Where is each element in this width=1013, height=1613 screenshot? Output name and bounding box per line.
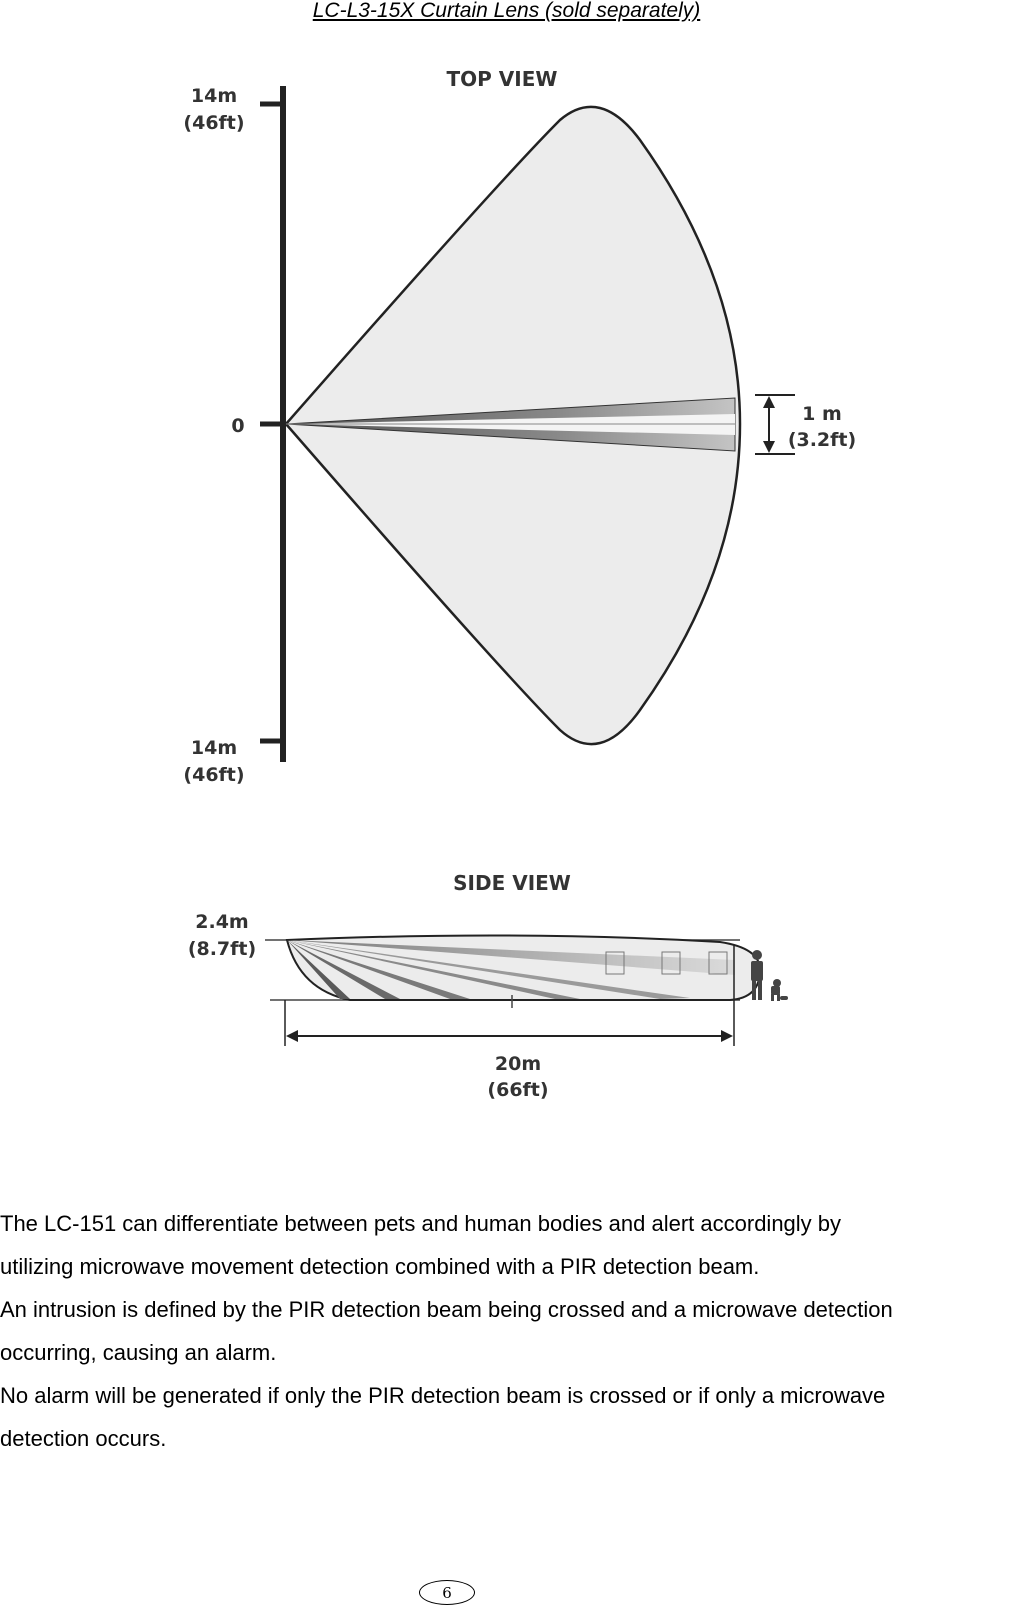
- side-view: [188, 871, 788, 1101]
- side-view-height-label-ft: (8.7ft): [187, 938, 257, 960]
- top-view-top-label-m: 14m: [190, 85, 238, 107]
- description-line-3: An intrusion is defined by the PIR detection beam being crossed and a microwave detection: [0, 1297, 893, 1322]
- side-view-height-label-m: 2.4m: [195, 911, 249, 933]
- description-line-1: The LC-151 can differentiate between pets and human bodies and alert accordingly by: [0, 1211, 842, 1236]
- page-number: 6: [419, 1580, 475, 1605]
- side-view-title: SIDE VIEW: [453, 871, 571, 895]
- side-view-range-label-ft: (66ft): [487, 1079, 549, 1101]
- top-view-width-arrow-up: [763, 396, 775, 408]
- top-view-top-label-ft: (46ft): [183, 112, 245, 134]
- top-view-zero-label: 0: [231, 415, 245, 437]
- side-view-range-label-m: 20m: [494, 1053, 542, 1075]
- top-view-title: TOP VIEW: [446, 67, 558, 91]
- top-view-width-label-m: 1 m: [802, 403, 842, 425]
- description-line-4: occurring, causing an alarm.: [0, 1340, 277, 1365]
- description-line-6: detection occurs.: [0, 1426, 167, 1451]
- description-text: [0, 1202, 1013, 1460]
- person-icon: [751, 950, 763, 1000]
- top-view: [183, 67, 856, 786]
- side-view-range-arrow-right: [721, 1030, 733, 1042]
- description-line-5: No alarm will be generated if only the PIR detection beam is crossed or if only a microwave: [0, 1383, 886, 1408]
- top-view-width-arrow-down: [763, 441, 775, 453]
- top-view-width-label-ft: (3.2ft): [787, 429, 857, 451]
- dog-icon: [771, 979, 788, 1001]
- side-view-range-arrow-left: [286, 1030, 298, 1042]
- top-view-bottom-label-ft: (46ft): [183, 764, 245, 786]
- top-view-bottom-label-m: 14m: [190, 737, 238, 759]
- description-line-2: utilizing microwave movement detection combined with a PIR detection beam.: [0, 1254, 760, 1279]
- page-header-title: LC-L3-15X Curtain Lens (sold separately): [312, 0, 701, 22]
